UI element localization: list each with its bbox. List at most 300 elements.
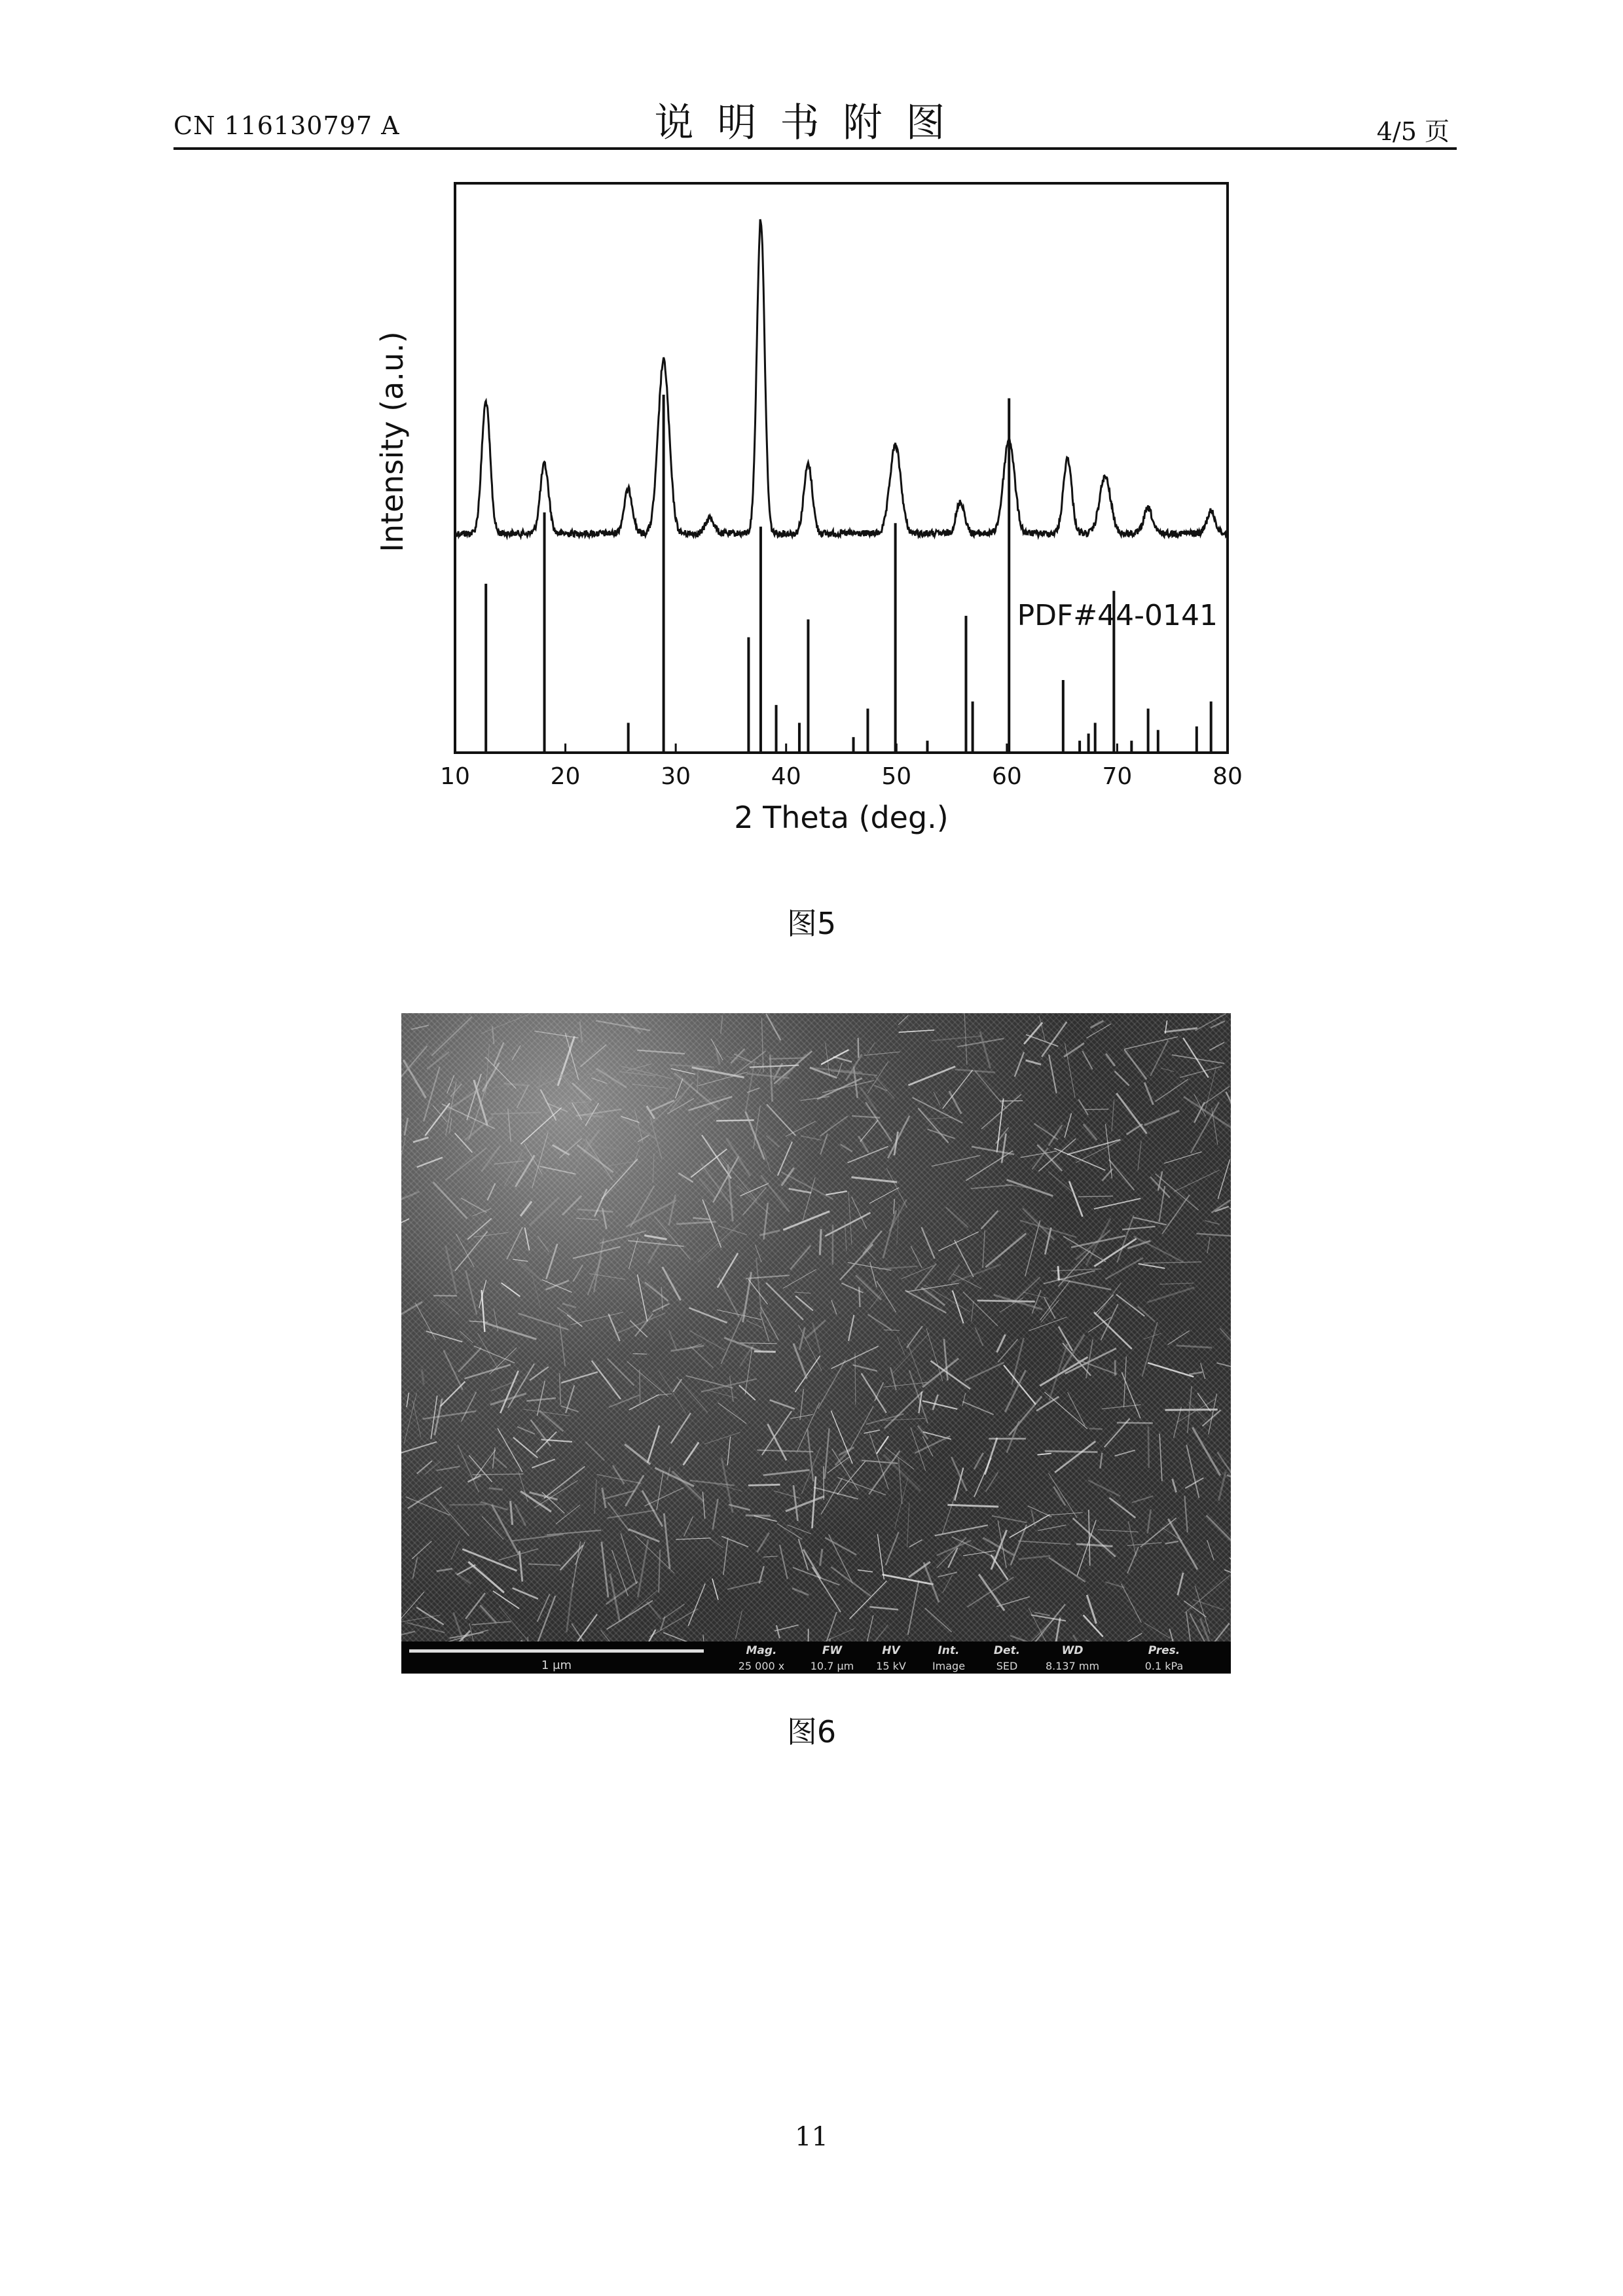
nanofiber: [594, 1189, 607, 1217]
nanofiber: [821, 1050, 848, 1064]
nanofiber: [663, 1267, 681, 1300]
nanofiber: [437, 1569, 452, 1571]
nanofiber: [908, 1581, 919, 1635]
nanofiber: [678, 1173, 693, 1182]
nanofiber: [610, 1573, 620, 1622]
nanofiber: [858, 1136, 869, 1153]
nanofiber: [908, 1066, 955, 1085]
nanofiber: [473, 1232, 508, 1237]
nanofiber: [525, 1227, 530, 1250]
nanofiber: [820, 1116, 847, 1136]
nanofiber: [975, 1327, 983, 1346]
nanofiber: [415, 1303, 435, 1340]
nanofiber: [1211, 1021, 1225, 1028]
x-axis-label: 2 Theta (deg.): [734, 800, 949, 835]
nanofiber: [451, 1541, 460, 1560]
nanofiber: [977, 1300, 1035, 1302]
nanofiber: [1186, 1445, 1199, 1498]
nanofiber: [1220, 1329, 1231, 1368]
nanofiber: [455, 1573, 471, 1584]
sem-field-wd: [1033, 1644, 1112, 1672]
nanofiber: [831, 1410, 852, 1463]
sem-field-pres: [1125, 1644, 1203, 1672]
nanofiber: [1105, 1258, 1143, 1280]
nanofiber: [489, 1488, 503, 1490]
nanofiber: [655, 1468, 694, 1486]
nanofiber: [515, 1504, 526, 1526]
nanofiber: [535, 1480, 578, 1508]
nanofiber: [1059, 1251, 1091, 1287]
nanofiber: [812, 1568, 841, 1613]
nanofiber: [517, 1427, 535, 1434]
nanofiber: [820, 1549, 822, 1566]
nanofiber: [1065, 1113, 1071, 1138]
nanofiber: [1165, 1028, 1198, 1032]
nanofiber: [560, 1373, 561, 1405]
nanofiber: [972, 1301, 974, 1321]
nanofiber: [1217, 1363, 1231, 1376]
nanofiber: [1144, 1083, 1153, 1105]
nanofiber: [566, 1584, 573, 1633]
nanofiber: [602, 1159, 638, 1199]
nanofiber: [401, 1592, 424, 1621]
nanofiber: [532, 1276, 541, 1308]
nanofiber: [1161, 1068, 1174, 1072]
nanofiber: [663, 1604, 684, 1619]
nanofiber: [437, 1467, 460, 1471]
nanofiber: [981, 1211, 998, 1229]
nanofiber: [401, 1302, 422, 1331]
nanofiber: [498, 1428, 522, 1472]
nanofiber: [766, 1283, 803, 1320]
nanofiber: [541, 1089, 556, 1121]
nanofiber: [746, 1321, 763, 1328]
nanofiber: [1095, 1239, 1137, 1266]
nanofiber: [933, 1395, 938, 1410]
nanofiber: [405, 1118, 408, 1136]
nanofiber: [435, 1497, 469, 1536]
nanofiber: [511, 1534, 564, 1541]
nanofiber: [879, 1266, 918, 1269]
reference-sticks: [486, 395, 1211, 751]
nanofiber: [801, 1136, 822, 1140]
nanofiber: [825, 1428, 830, 1479]
x-tick-label: 10: [440, 763, 470, 790]
nanofiber: [425, 1461, 441, 1474]
nanofiber: [457, 1565, 476, 1575]
nanofiber: [1159, 1186, 1165, 1222]
nanofiber: [1207, 1540, 1214, 1560]
nanofiber: [1005, 1371, 1025, 1412]
nanofiber: [491, 1113, 541, 1114]
nanofiber: [577, 1210, 613, 1212]
scale-bar: [409, 1649, 704, 1653]
nanofiber: [938, 1572, 957, 1577]
nanofiber: [638, 1135, 649, 1141]
nanofiber: [926, 1117, 953, 1119]
nanofiber: [570, 1312, 623, 1325]
nanofiber: [594, 1479, 596, 1514]
nanofiber: [629, 1529, 659, 1541]
nanofiber: [818, 1360, 846, 1409]
nanofiber: [524, 1143, 543, 1174]
nanofiber: [955, 1069, 994, 1073]
nanofiber: [636, 1630, 656, 1641]
nanofiber: [1040, 1281, 1070, 1321]
nanofiber: [1162, 1195, 1190, 1234]
nanofiber: [702, 1492, 704, 1518]
nanofiber: [693, 1218, 710, 1219]
nanofiber: [884, 1391, 923, 1429]
nanofiber: [852, 1197, 867, 1229]
nanofiber: [601, 1630, 618, 1641]
nanofiber: [1168, 1519, 1197, 1570]
nanofiber: [401, 1219, 409, 1228]
nanofiber: [676, 1079, 683, 1098]
nanofiber: [863, 1231, 882, 1254]
nanofiber: [795, 1296, 813, 1311]
x-tick-label: 40: [771, 763, 801, 790]
nanofiber: [766, 1136, 779, 1147]
sem-field-value: 25 000 x: [738, 1660, 785, 1672]
nanofiber: [805, 1320, 826, 1338]
nanofiber: [992, 1516, 1027, 1522]
nanofiber: [1192, 1427, 1220, 1475]
sem-field-label: Det.: [993, 1644, 1021, 1657]
nanofiber: [1178, 1573, 1183, 1595]
nanofiber: [1165, 1541, 1178, 1544]
nanofiber: [698, 1223, 740, 1262]
nanofiber: [1041, 1300, 1059, 1322]
nanofiber: [573, 1265, 583, 1282]
nanofiber: [487, 1183, 495, 1200]
nanofiber: [799, 1327, 805, 1350]
nanofiber: [909, 1540, 922, 1547]
nanofiber: [1116, 1295, 1144, 1316]
nanofiber: [1053, 1487, 1065, 1506]
nanofiber: [472, 1474, 523, 1475]
nanofiber: [458, 1348, 481, 1372]
nanofiber: [1224, 1570, 1231, 1590]
nanofiber: [980, 1031, 991, 1068]
nanofiber: [866, 1102, 892, 1141]
nanofiber: [763, 1149, 771, 1172]
nanofiber: [532, 1460, 555, 1468]
nanofiber: [1115, 1071, 1129, 1086]
nanofiber: [653, 1154, 654, 1183]
nanofiber: [1019, 1556, 1050, 1559]
nanofiber: [690, 1346, 713, 1368]
nanofiber: [591, 1078, 607, 1084]
nanofiber: [572, 1132, 590, 1177]
nanofiber: [492, 1505, 519, 1554]
nanofiber: [856, 1624, 888, 1641]
nanofiber: [478, 1333, 498, 1369]
nanofiber: [1002, 1134, 1006, 1163]
nanofiber: [852, 1177, 898, 1183]
nanofiber: [650, 1117, 662, 1158]
nanofiber: [1078, 1100, 1088, 1115]
nanofiber: [786, 1496, 824, 1511]
nanofiber: [644, 1236, 666, 1240]
nanofiber: [664, 1513, 670, 1569]
nanofiber: [1038, 1454, 1052, 1455]
nanofiber: [1173, 1479, 1176, 1493]
nanofiber: [922, 1227, 935, 1259]
nanofiber: [907, 1503, 909, 1547]
nanofiber: [530, 1197, 559, 1225]
nanofiber: [877, 1436, 888, 1454]
nanofiber: [401, 1192, 420, 1214]
nanofiber: [928, 1129, 955, 1138]
nanofiber: [877, 1281, 896, 1312]
nanofiber: [669, 1331, 677, 1350]
nanofiber: [669, 1194, 676, 1225]
nanofiber: [412, 1541, 431, 1559]
nanofiber: [661, 1084, 674, 1097]
nanofiber: [997, 1335, 1006, 1352]
nanofiber: [1185, 1575, 1230, 1613]
nanofiber: [1049, 1513, 1083, 1515]
figure6-caption: 图6: [786, 1714, 837, 1749]
nanofiber: [952, 1537, 997, 1558]
nanofiber: [718, 1253, 738, 1288]
nanofiber: [895, 1479, 908, 1529]
nanofiber: [692, 1067, 744, 1077]
nanofiber: [424, 1067, 440, 1122]
nanofiber: [645, 1488, 684, 1506]
nanofiber: [573, 1541, 581, 1587]
nanofiber: [850, 1581, 887, 1619]
nanofiber: [962, 1393, 966, 1406]
nanofiber: [762, 1411, 792, 1455]
nanofiber: [1164, 1152, 1201, 1164]
nanofiber: [1094, 1312, 1132, 1349]
nanofiber: [1023, 1292, 1048, 1298]
nanofiber: [1015, 1052, 1024, 1077]
nanofiber: [727, 1581, 763, 1590]
nanofiber: [657, 1471, 663, 1511]
nanofiber: [883, 1210, 896, 1258]
nanofiber: [592, 1361, 621, 1399]
nanofiber: [944, 1339, 948, 1380]
nanofiber: [524, 1409, 570, 1416]
nanofiber: [1132, 1496, 1154, 1503]
nanofiber: [1076, 1140, 1122, 1163]
nanofiber: [925, 1608, 952, 1632]
nanofiber: [898, 1015, 908, 1025]
nanofiber: [513, 1259, 528, 1261]
nanofiber: [602, 1542, 608, 1598]
nanofiber: [1139, 1264, 1165, 1268]
nanofiber: [450, 1084, 462, 1097]
nanofiber: [465, 1270, 477, 1315]
nanofiber: [1128, 1521, 1136, 1556]
nanofiber: [465, 1365, 511, 1378]
nanofiber: [712, 1579, 718, 1600]
nanofiber: [1082, 1051, 1092, 1069]
nanofiber: [431, 1016, 472, 1056]
nanofiber: [965, 1363, 1004, 1381]
nanofiber: [756, 1258, 761, 1314]
nanofiber: [745, 1347, 752, 1394]
nanofiber: [790, 1414, 813, 1418]
nanofiber: [528, 1564, 560, 1566]
nanofiber: [833, 1057, 852, 1062]
nanofiber: [606, 1581, 638, 1604]
nanofiber: [520, 1202, 532, 1216]
nanofiber: [1025, 1220, 1040, 1276]
sem-field-value: SED: [996, 1660, 1018, 1672]
nanofiber: [621, 1534, 636, 1584]
sem-field-label: Pres.: [1148, 1644, 1180, 1657]
nanofiber: [763, 1470, 810, 1475]
nanofiber: [899, 1030, 934, 1032]
nanofiber: [659, 1550, 660, 1592]
sem-image: [401, 1013, 1231, 1674]
nanofiber: [909, 1371, 928, 1424]
nanofiber: [401, 1442, 437, 1458]
nanofiber: [837, 1063, 842, 1076]
nanofiber: [1117, 1423, 1153, 1424]
nanofiber: [480, 1605, 496, 1623]
nanofiber: [964, 1013, 967, 1065]
nanofiber: [860, 1121, 878, 1142]
nanofiber: [730, 1376, 734, 1402]
plot-frame: [455, 183, 1228, 753]
nanofiber: [825, 1537, 856, 1554]
nanofiber: [699, 1179, 715, 1198]
nanofiber: [493, 1079, 550, 1088]
nanofiber: [688, 1584, 705, 1626]
nanofiber: [559, 1138, 581, 1158]
nanofiber: [797, 1403, 820, 1452]
nanofiber: [417, 1461, 432, 1474]
nanofiber: [1087, 1595, 1096, 1624]
nanofiber: [1094, 1198, 1140, 1209]
nanofiber-network: [401, 1013, 1231, 1641]
nanofiber: [1203, 1410, 1221, 1426]
nanofiber: [713, 1499, 718, 1530]
nanofiber: [728, 1164, 733, 1221]
nanofiber: [677, 1376, 708, 1412]
nanofiber: [519, 1314, 569, 1330]
nanofiber: [465, 1593, 485, 1619]
nanofiber: [848, 1147, 888, 1163]
nanofiber: [1159, 1434, 1162, 1482]
nanofiber: [653, 1304, 670, 1312]
sem-field-value: 8.137 mm: [1045, 1660, 1100, 1672]
nanofiber: [770, 1400, 795, 1409]
nanofiber: [1055, 1441, 1095, 1473]
nanofiber: [1023, 1208, 1054, 1240]
nanofiber: [1004, 1365, 1036, 1405]
nanofiber: [981, 1094, 1021, 1129]
nanofiber: [985, 1438, 997, 1475]
nanofiber: [888, 1116, 909, 1158]
nanofiber: [986, 1472, 998, 1492]
nanofiber: [671, 1413, 691, 1443]
nanofiber: [1145, 1623, 1171, 1638]
nanofiber: [1122, 1227, 1156, 1230]
nanofiber: [1133, 1217, 1166, 1225]
nanofiber: [638, 1274, 647, 1321]
nanofiber: [739, 1386, 756, 1401]
nanofiber: [1026, 1060, 1042, 1065]
nanofiber: [911, 1246, 922, 1268]
nanofiber: [998, 1520, 1006, 1568]
nanofiber: [884, 1330, 900, 1331]
nanofiber: [1049, 1473, 1078, 1518]
nanofiber: [897, 1336, 905, 1355]
nanofiber: [422, 1369, 424, 1384]
nanofiber: [792, 1588, 809, 1595]
nanofiber: [1148, 1287, 1195, 1302]
nanofiber: [458, 1444, 479, 1492]
nanofiber: [1012, 1277, 1040, 1303]
nanofiber: [846, 1054, 862, 1081]
nanofiber: [513, 1588, 538, 1599]
nanofiber: [1073, 1518, 1116, 1557]
nanofiber: [735, 1611, 742, 1639]
sem-field-value: 0.1 kPa: [1144, 1660, 1184, 1672]
nanofiber: [460, 1331, 473, 1343]
nanofiber: [767, 1104, 795, 1136]
nanofiber: [1174, 1407, 1182, 1438]
nanofiber: [560, 1323, 566, 1366]
nanofiber: [1209, 1043, 1224, 1050]
nanofiber: [1064, 1043, 1084, 1057]
nanofiber: [1089, 1510, 1090, 1566]
nanofiber: [864, 1615, 873, 1641]
nanofiber: [1010, 1515, 1049, 1537]
nanofiber: [789, 1189, 812, 1193]
nanofiber: [539, 1067, 542, 1086]
nanofiber: [1148, 1509, 1151, 1534]
nanofiber: [1045, 1451, 1097, 1452]
nanofiber: [721, 1536, 748, 1547]
nanofiber: [1196, 1234, 1231, 1237]
nanofiber: [577, 1145, 613, 1172]
nanofiber: [1084, 1124, 1097, 1140]
nanofiber: [613, 1465, 625, 1484]
sem-field-value: Image: [932, 1660, 966, 1672]
nanofiber: [423, 1411, 477, 1419]
nanofiber: [433, 1182, 467, 1219]
nanofiber: [512, 1045, 520, 1060]
nanofiber: [1109, 1498, 1135, 1518]
nanofiber: [812, 1477, 816, 1528]
nanofiber: [907, 1326, 922, 1348]
nanofiber: [558, 1036, 574, 1085]
nanofiber: [426, 1331, 462, 1342]
nanofiber: [401, 1138, 405, 1182]
scale-bar-label: 1 μm: [541, 1659, 572, 1672]
nanofiber: [1193, 1600, 1224, 1610]
nanofiber: [1127, 1547, 1139, 1573]
nanofiber: [829, 1534, 853, 1583]
nanofiber: [1207, 1515, 1231, 1541]
nanofiber: [1076, 1544, 1112, 1547]
nanofiber: [943, 1070, 973, 1109]
nanofiber: [718, 1403, 747, 1424]
nanofiber: [1112, 1100, 1114, 1132]
nanofiber: [1194, 1623, 1230, 1641]
nanofiber: [1007, 1421, 1019, 1452]
nanofiber: [1205, 1221, 1219, 1225]
nanofiber: [536, 1432, 556, 1452]
nanofiber: [763, 1556, 777, 1557]
